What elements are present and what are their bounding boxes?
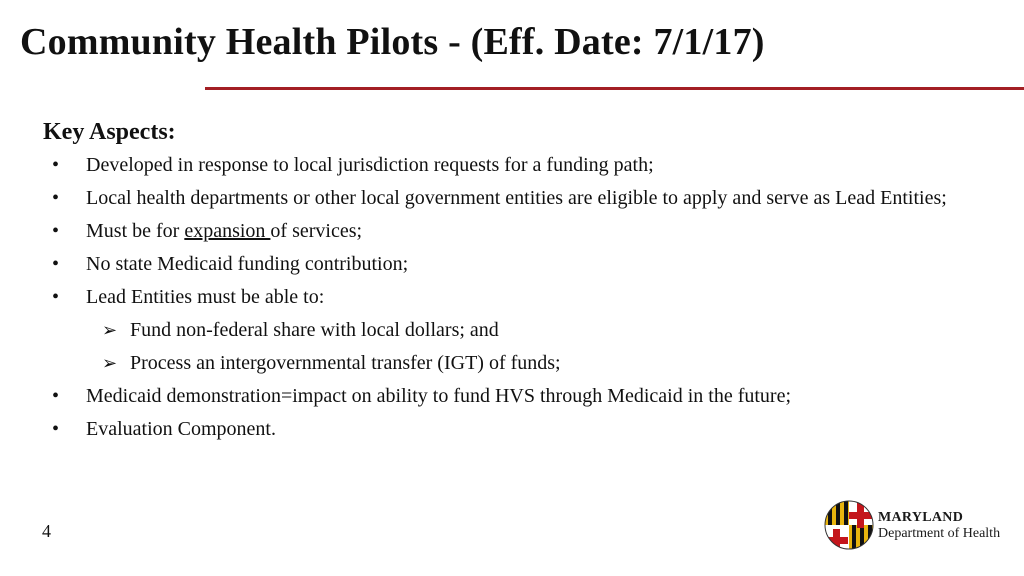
page-number: 4: [42, 521, 51, 541]
list-item-text: Local health departments or other local government entities are eligible to apply and serve as Lead Entities;: [86, 187, 947, 209]
list-item: [46, 416, 1006, 443]
sub-list-item: [46, 350, 1006, 377]
list-item: [46, 383, 1006, 410]
maryland-flag-seal-icon: [824, 500, 874, 550]
list-item: [46, 185, 1006, 212]
bullet-icon: •: [52, 187, 60, 209]
list-item-text: Developed in response to local jurisdiction requests for a funding path;: [86, 154, 654, 176]
title-underline-rule: [205, 87, 1024, 90]
bullet-icon: •: [52, 220, 60, 242]
arrow-bullet-icon: ➢: [102, 353, 118, 373]
list-item: [46, 152, 1006, 179]
list-item-text-prefix: Must be for: [86, 220, 185, 242]
list-item-text: Medicaid demonstration=impact on ability to fund HVS through Medicaid in the future;: [86, 385, 792, 407]
underlined-word: expansion: [184, 220, 271, 242]
arrow-bullet-icon: ➢: [102, 320, 118, 340]
list-item-text-suffix: of services;: [270, 220, 363, 242]
list-item: [46, 251, 1006, 278]
list-item: [46, 284, 1006, 311]
list-item: [46, 218, 1006, 245]
logo-maryland-label: MARYLAND: [878, 510, 964, 525]
logo-department-label: Department of Health: [878, 526, 1001, 541]
bullet-icon: •: [52, 154, 60, 176]
bullet-icon: •: [52, 418, 60, 440]
bullet-list: [46, 152, 1006, 449]
list-item-text: Fund non-federal share with local dollars; and: [130, 319, 499, 341]
bullet-icon: •: [52, 286, 60, 308]
sub-list-item: [46, 317, 1006, 344]
key-aspects-heading: Key Aspects:: [43, 119, 176, 145]
bullet-icon: •: [52, 385, 60, 407]
list-item-text: Process an intergovernmental transfer (IGT) of funds;: [130, 352, 561, 374]
list-item-text: No state Medicaid funding contribution;: [86, 253, 409, 275]
maryland-department-of-health-logo: [824, 500, 1014, 552]
slide-title: Community Health Pilots - (Eff. Date: 7/1/17): [20, 21, 765, 63]
bullet-icon: •: [52, 253, 60, 275]
list-item-text: Evaluation Component.: [86, 418, 276, 440]
logo-text: [878, 510, 1000, 542]
list-item-text: Lead Entities must be able to:: [86, 286, 325, 308]
